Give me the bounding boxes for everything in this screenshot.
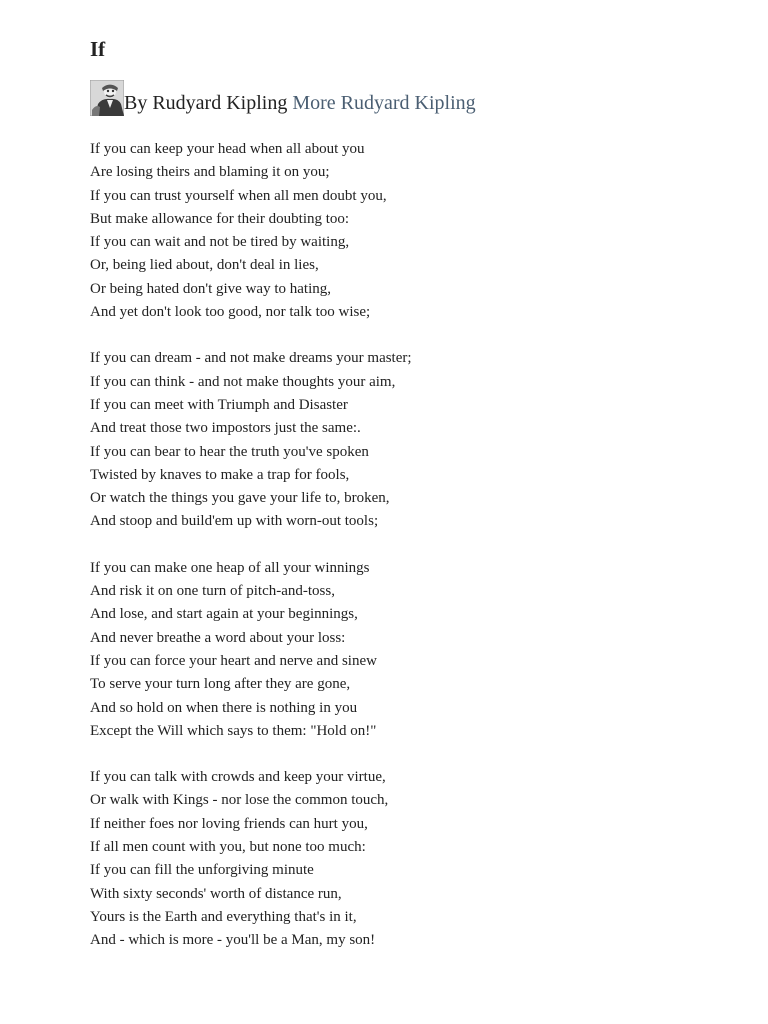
poem-line: And lose, and start again at your beginnings, bbox=[90, 606, 358, 623]
poem-line: If you can force your heart and nerve and sinew bbox=[90, 652, 377, 669]
poem-line: Except the Will which says to them: "Hold on!" bbox=[90, 722, 377, 739]
poem-line: If you can dream - and not make dreams your master; bbox=[90, 350, 412, 367]
poem-line: Twisted by knaves to make a trap for fools, bbox=[90, 466, 350, 483]
poem-line: If you can think - and not make thoughts your aim, bbox=[90, 373, 396, 390]
poem-line: If you can talk with crowds and keep your virtue, bbox=[90, 769, 386, 786]
poem-line: And stoop and build'em up with worn-out tools; bbox=[90, 513, 379, 530]
author-portrait-icon bbox=[90, 80, 124, 116]
poem-line: Or walk with Kings - nor lose the common touch, bbox=[90, 792, 389, 809]
poem-line: If you can make one heap of all your winnings bbox=[90, 559, 370, 576]
poem-line: And so hold on when there is nothing in you bbox=[90, 699, 358, 716]
poem-body bbox=[90, 138, 690, 976]
poem-line: If all men count with you, but none too much: bbox=[90, 839, 366, 856]
poem-line: With sixty seconds' worth of distance run, bbox=[90, 885, 342, 902]
byline bbox=[90, 78, 476, 116]
stanza bbox=[90, 766, 690, 952]
stanza bbox=[90, 138, 690, 324]
stanza bbox=[90, 557, 690, 743]
poem-line: And risk it on one turn of pitch-and-toss, bbox=[90, 583, 335, 600]
stanza bbox=[90, 347, 690, 533]
poem-line: Yours is the Earth and everything that's in it, bbox=[90, 908, 357, 925]
poem-line: If you can bear to hear the truth you've spoken bbox=[90, 443, 369, 460]
poem-line: If you can meet with Triumph and Disaster bbox=[90, 396, 348, 413]
poem-line: But make allowance for their doubting too: bbox=[90, 210, 350, 227]
poem-line: Or being hated don't give way to hating, bbox=[90, 280, 331, 297]
poem-line: If neither foes nor loving friends can hurt you, bbox=[90, 815, 368, 832]
more-by-author-link[interactable]: More Rudyard Kipling bbox=[292, 92, 476, 114]
poem-line: And never breathe a word about your loss: bbox=[90, 629, 346, 646]
poem-line: And yet don't look too good, nor talk too wise; bbox=[90, 304, 371, 321]
poem-title: If bbox=[90, 37, 106, 61]
poem-line: And treat those two impostors just the same:. bbox=[90, 420, 361, 437]
poem-line: If you can trust yourself when all men doubt you, bbox=[90, 187, 387, 204]
poem-line: If you can fill the unforgiving minute bbox=[90, 862, 314, 879]
author-byline: By Rudyard Kipling bbox=[124, 92, 288, 114]
poem-line: Or watch the things you gave your life to, broken, bbox=[90, 490, 390, 507]
poem-line: And - which is more - you'll be a Man, my son! bbox=[90, 932, 376, 949]
poem-line: If you can keep your head when all about you bbox=[90, 141, 365, 157]
poem-line: Or, being lied about, don't deal in lies, bbox=[90, 257, 319, 274]
poem-line: Are losing theirs and blaming it on you; bbox=[90, 164, 330, 181]
poem-line: If you can wait and not be tired by waiting, bbox=[90, 234, 350, 251]
poem-line: To serve your turn long after they are gone, bbox=[90, 676, 351, 693]
